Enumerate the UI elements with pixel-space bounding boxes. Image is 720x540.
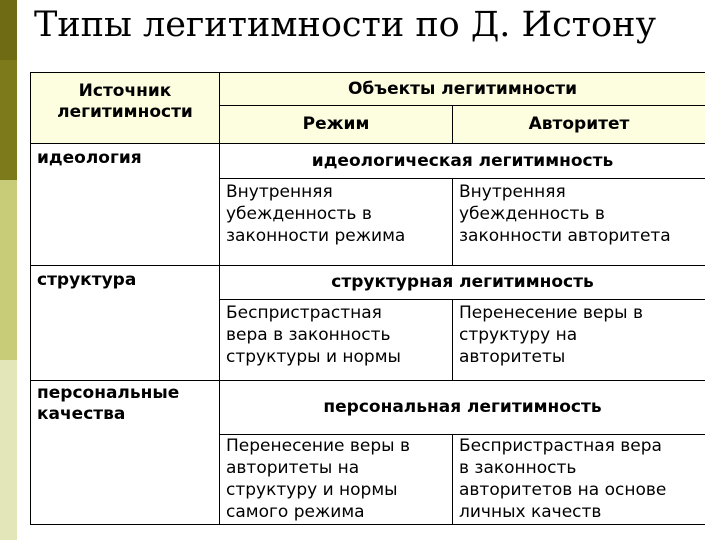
authority-description xyxy=(452,435,705,524)
header-source xyxy=(31,73,219,143)
row-source-text: идеология xyxy=(37,148,142,168)
regime-description-line: самого режима xyxy=(226,502,365,522)
row-type-text: структурная легитимность xyxy=(331,272,594,292)
row-type-ideology xyxy=(219,143,705,179)
authority-description-line: структуру на xyxy=(459,325,578,345)
regime-description-line: убежденность в xyxy=(226,204,372,224)
row-source-line: персональные xyxy=(37,383,180,403)
header-objects-text: Объекты легитимности xyxy=(347,78,577,99)
row-source-text: структура xyxy=(37,270,137,290)
decor-stripe xyxy=(0,60,17,180)
header-regime-text: Режим xyxy=(302,114,370,134)
row-source-blank xyxy=(31,300,220,380)
row-type-structure xyxy=(219,265,705,300)
authority-description-line: Перенесение веры в xyxy=(459,303,644,323)
regime-description xyxy=(220,179,452,265)
header-source-line1: Источник xyxy=(78,81,172,101)
row-source-personal xyxy=(31,380,219,435)
row-source-blank xyxy=(31,435,220,524)
authority-description-line: Внутренняя xyxy=(459,182,566,202)
regime-description-line: структуры и нормы xyxy=(226,347,401,367)
header-objects xyxy=(219,73,705,106)
row-type-text: идеологическая легитимность xyxy=(311,150,614,171)
regime-description-line: Внутренняя xyxy=(226,182,333,202)
decor-stripe xyxy=(0,180,17,360)
regime-description-line: Беспристрастная xyxy=(226,303,382,323)
row-source-blank xyxy=(31,179,220,265)
regime-description-line: вера в законность xyxy=(226,325,391,345)
authority-description-line: авторитеты xyxy=(459,347,566,367)
authority-description xyxy=(452,179,705,265)
regime-description-line: структуру и нормы xyxy=(226,480,398,500)
authority-description-line: убежденность в xyxy=(459,204,605,224)
authority-description-line: авторитетов на основе xyxy=(459,480,667,500)
decor-stripe xyxy=(0,360,17,540)
regime-description-line: Перенесение веры в xyxy=(226,436,411,456)
authority-description-line: в законность xyxy=(459,458,577,478)
header-authority xyxy=(452,106,705,143)
regime-description-line: авторитеты на xyxy=(226,458,360,478)
regime-description xyxy=(220,300,452,380)
regime-description xyxy=(220,435,452,524)
row-source-line: качества xyxy=(37,404,126,424)
header-regime xyxy=(219,106,452,143)
decor-stripe xyxy=(0,0,17,60)
authority-description-line: законности авторитета xyxy=(459,226,671,246)
header-authority-text: Авторитет xyxy=(528,114,630,134)
authority-description-line: личных качеств xyxy=(459,502,602,522)
regime-description-line: законности режима xyxy=(226,226,406,246)
row-type-personal xyxy=(219,380,705,435)
row-type-text: персональная легитимность xyxy=(323,397,602,417)
row-source-ideology xyxy=(31,143,219,179)
legitimacy-table xyxy=(30,72,705,525)
header-source-line2: легитимности xyxy=(57,102,193,122)
slide-title: Типы легитимности по Д. Истону xyxy=(34,5,657,45)
authority-description xyxy=(452,300,705,380)
row-source-structure xyxy=(31,265,219,300)
authority-description-line: Беспристрастная вера xyxy=(459,436,662,456)
